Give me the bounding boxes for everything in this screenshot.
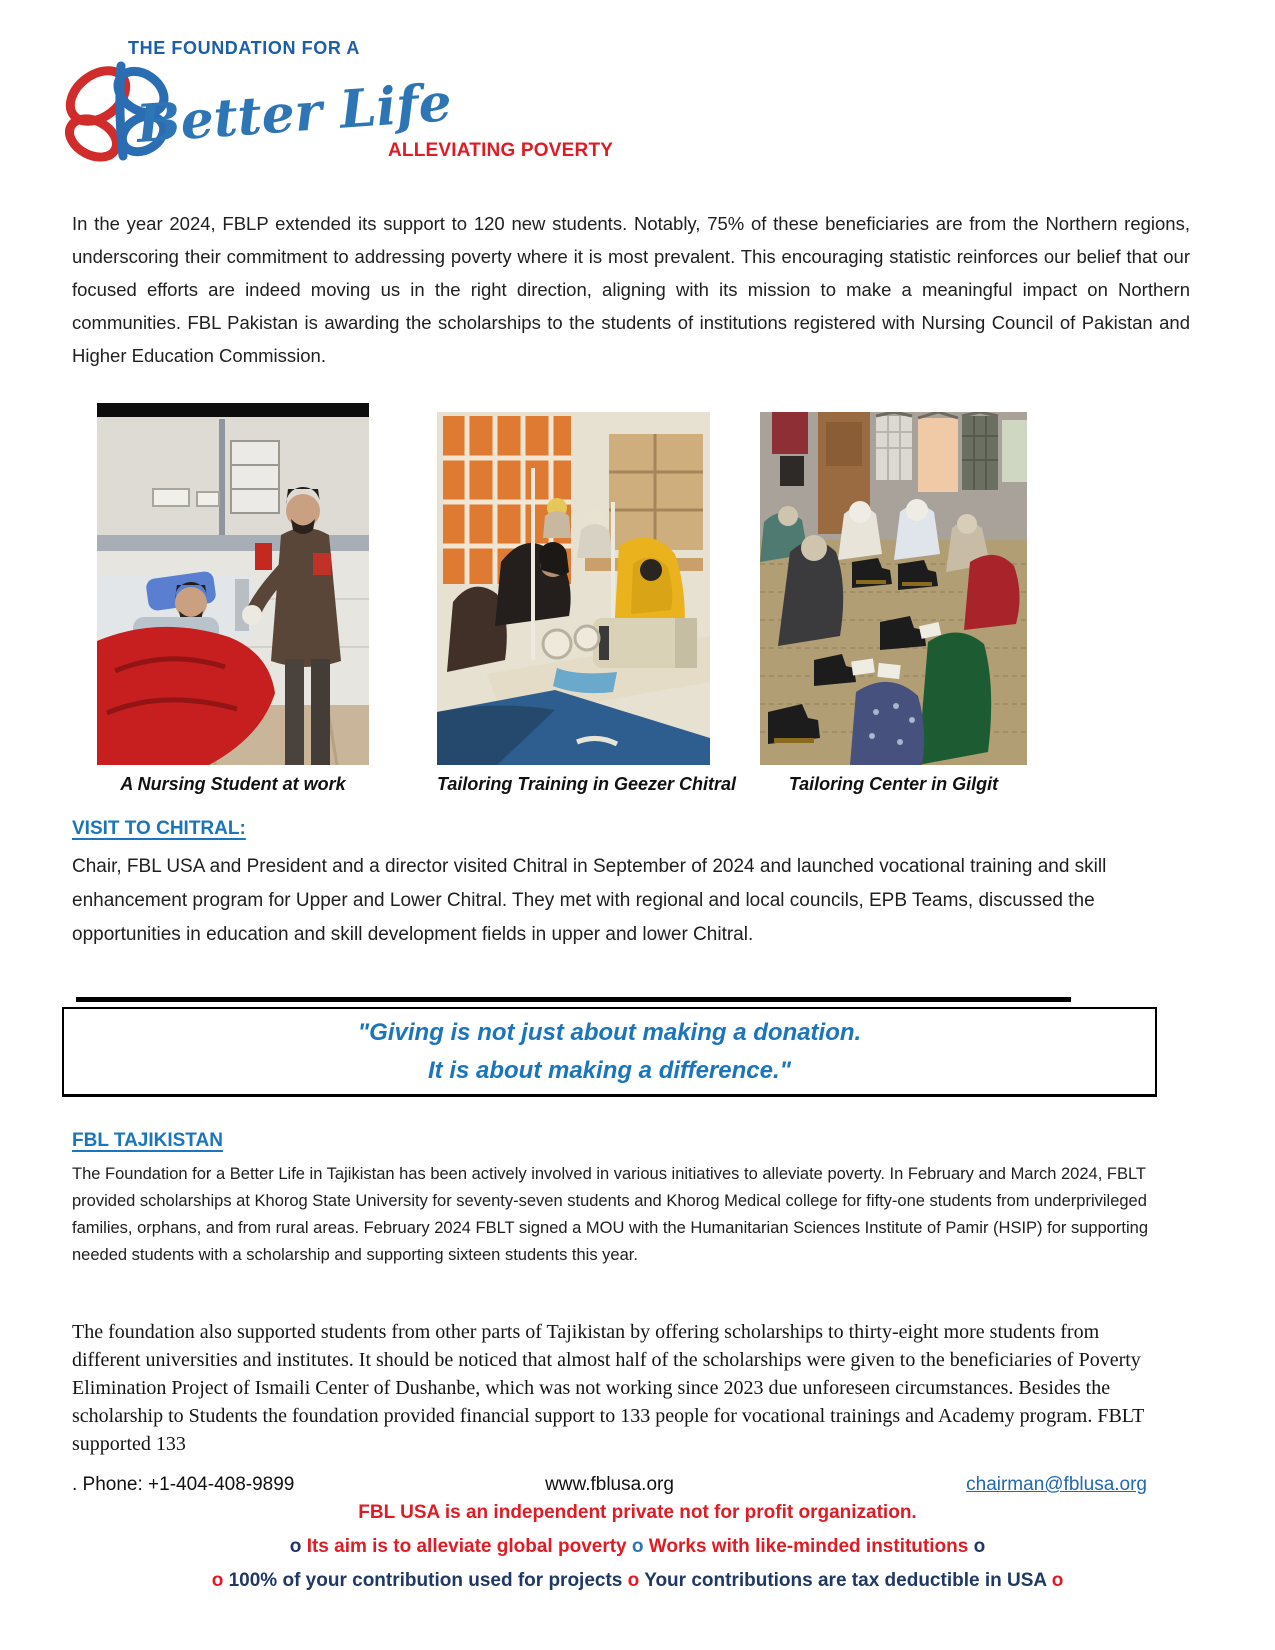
tailoring-center-figure <box>760 403 1027 795</box>
tailoring-training-photo <box>437 412 710 765</box>
phone-number: . Phone: +1-404-408-9899 <box>72 1474 295 1495</box>
photo-caption: Tailoring Training in Geezer Chitral <box>437 774 737 794</box>
quote-line-1: "Giving is not just about making a donation. <box>357 1018 862 1046</box>
logo-tagline: THE FOUNDATION FOR A <box>128 38 360 58</box>
nursing-student-figure <box>97 403 369 795</box>
fbl-tajikistan-paragraph: The Foundation for a Better Life in Tajikistan has been actively involved in various initiatives to alleviate poverty. In February and March 2024, FBLT provided scholarships at Khorog State University for seventy-seven students and Khorog Medical college for fifty-one students from underprivileged families, orphans, and from rural areas. February 2024 FBLT signed a MOU with the Humanitarian Sciences Institute of Pamir (HSIP) for supporting needed students with a scholarship and supporting sixteen students this year. <box>72 1165 1149 1264</box>
tajikistan-support-paragraph: The foundation also supported students from other parts of Tajikistan by offering scholarships to thirty-eight more students from different universities and institutes. It should be noticed that almost half of the scholarships were given to the beneficiaries of Poverty Elimination Project of Ismaili Center of Dushanbe, which was not working since 2023 due unforeseen circumstances. Besides the scholarship to Students the foundation provided financial support to 133 people for vocational trainings and Academy program. FBLT supported 133 <box>72 1321 1145 1455</box>
intro-paragraph: In the year 2024, FBLP extended its support to 120 new students. Notably, 75% of these beneficiaries are from the Northern regions, underscoring their commitment to addressing poverty where it is most prevalent. This encouraging statistic reinforces our belief that our focused efforts are indeed moving us in the right direction, aligning with its mission to make a meaningful impact on Northern communities. FBL Pakistan is awarding the scholarships to the students of institutions registered with Nursing Council of Pakistan and Higher Education Commission. <box>72 213 1190 366</box>
alleviating-poverty-subtitle: ALLEVIATING POVERTY <box>388 140 614 161</box>
email-link[interactable]: chairman@fblusa.org <box>966 1474 1147 1495</box>
tailoring-training-figure <box>437 403 737 795</box>
nursing-student-photo <box>97 403 369 765</box>
contact-row <box>72 1474 1147 1496</box>
visit-chitral-paragraph: Chair, FBL USA and President and a director visited Chitral in September of 2024 and launched vocational training and skill enhancement program for Upper and Lower Chitral. They met with regional and local councils, EPB Teams, discussed the opportunities in education and skill development fields in upper and lower Chitral. <box>72 856 1107 945</box>
tailoring-center-photo <box>760 412 1027 765</box>
footer-line-1: FBL USA is an independent private not for profit organization. <box>358 1502 917 1523</box>
quote-box <box>62 1007 1157 1097</box>
website-url: www.fblusa.org <box>545 1474 674 1495</box>
photo-caption: Tailoring Center in Gilgit <box>788 774 999 794</box>
visit-chitral-section <box>72 818 1162 952</box>
fbl-tajikistan-heading: FBL TAJIKISTAN <box>72 1130 223 1151</box>
footer-line-2: o Its aim is to alleviate global poverty o Works with like-minded institutions o <box>289 1536 986 1557</box>
fbl-tajikistan-section <box>72 1130 1162 1269</box>
quote-line-2: It is about making a difference." <box>427 1056 792 1084</box>
footer-line-3: o 100% of your contribution used for projects o Your contributions are tax deductible in USA o <box>211 1570 1064 1591</box>
visit-chitral-heading: VISIT TO CHITRAL: <box>72 818 246 839</box>
horizontal-rule <box>76 997 1071 1002</box>
logo-script-text: Better Life <box>134 72 454 155</box>
photo-caption: A Nursing Student at work <box>120 774 346 794</box>
footer-statements <box>0 1502 1275 1604</box>
